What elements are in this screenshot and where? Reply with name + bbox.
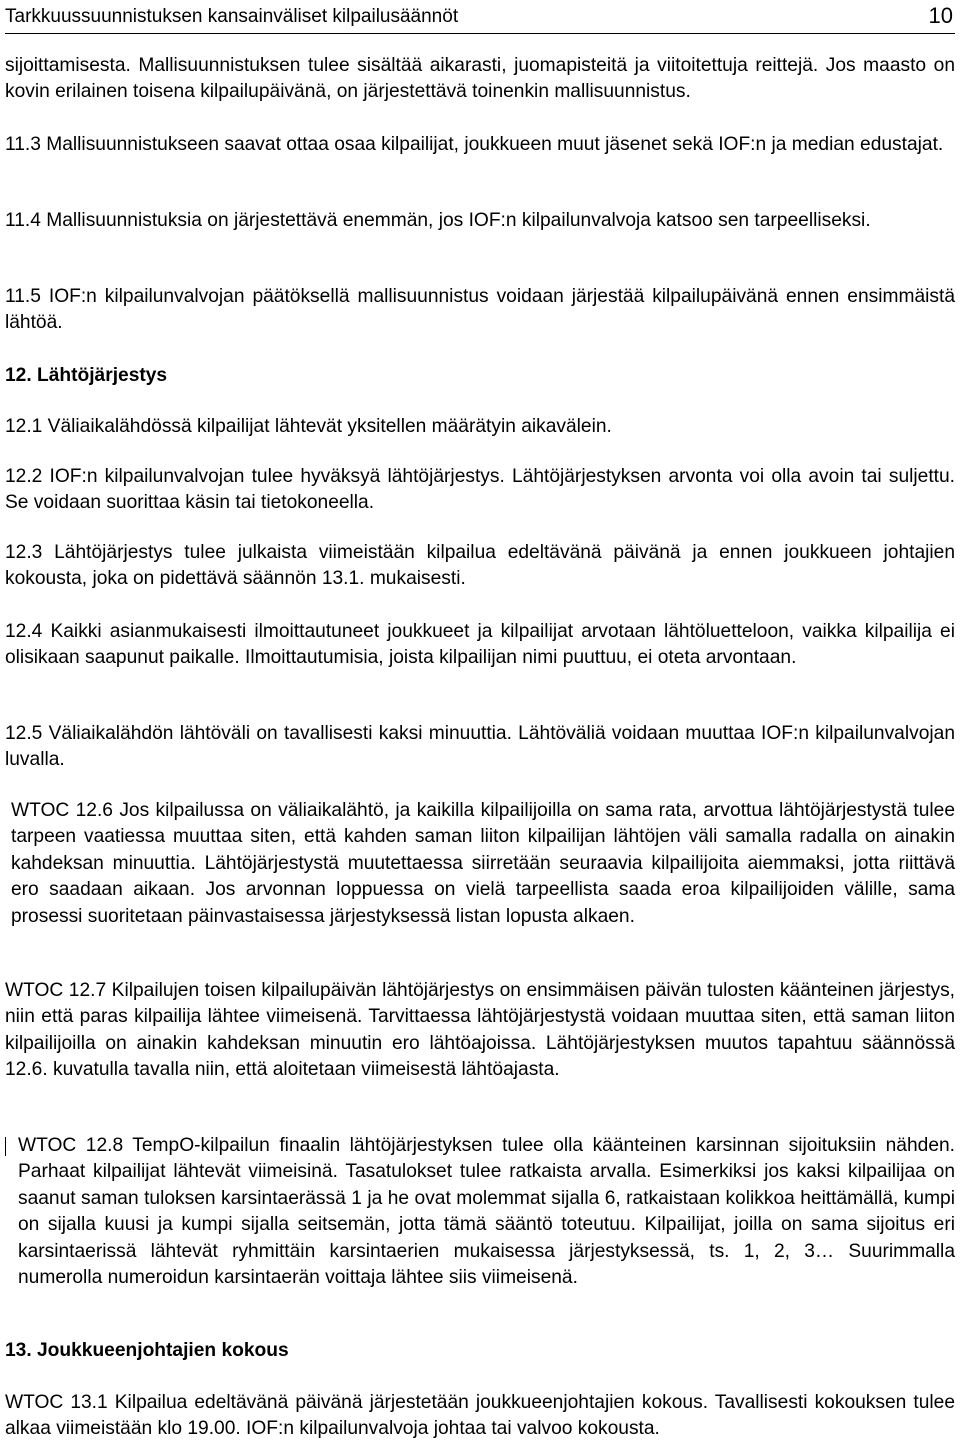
- section-heading-13: 13. Joukkueenjohtajien kokous: [5, 1340, 289, 1361]
- paragraph-12-7: WTOC 12.7 Kilpailujen toisen kilpailupäivän lähtöjärjestys on ensimmäisen päivän tulosten käänteinen järjestys, niin että paras kilpailija lähtee viimeisenä. Tarvittaessa lähtöjärjestystä voidaan muuttaa siten, että saman liiton kilpailijoilla on ainakin kahdeksan minuutin ero lähtöajoissa. Lähtöjärjestyksen muutos tapahtuu säännössä 12.6. kuvatulla tavalla niin, että aloitetaan viimeisestä lähtöajasta.: [5, 980, 955, 1081]
- page-header: [5, 0, 955, 34]
- paragraph-11-2-continued: sijoittamisesta. Mallisuunnistuksen tulee sisältää aikarasti, juomapisteitä ja viitoitettuja reittejä. Jos maasto on kovin erilainen toisena kilpailupäivänä, on järjestettävä toinenkin mallisuunnistus.: [5, 55, 955, 103]
- paragraph-11-3: 11.3 Mallisuunnistukseen saavat ottaa osaa kilpailijat, joukkueen muut jäsenet sekä IOF:n ja median edustajat.: [5, 134, 944, 155]
- paragraph-12-2: 12.2 IOF:n kilpailunvalvojan tulee hyväksyä lähtöjärjestys. Lähtöjärjestyksen arvonta voi olla avoin tai suljettu. Se voidaan suorittaa käsin tai tietokoneella.: [5, 466, 955, 514]
- paragraph-11-5: 11.5 IOF:n kilpailunvalvojan päätöksellä mallisuunnistus voidaan järjestää kilpailupäivänä ennen ensimmäistä lähtöä.: [5, 286, 955, 334]
- paragraph-12-1: 12.1 Väliaikalähdössä kilpailijat lähtevät yksitellen määrätyin aikavälein.: [5, 416, 612, 437]
- page-number: 10: [928, 3, 953, 28]
- revision-change-bar: [5, 1137, 6, 1156]
- paragraph-12-8: WTOC 12.8 TempO-kilpailun finaalin lähtöjärjestyksen tulee olla käänteinen karsinnan sijoituksiin nähden. Parhaat kilpailijat lähtevät viimeisinä. Tasatulokset tulee ratkaista arvalla. Esimerkiksi jos kaksi kilpailijaa on saanut saman tuloksen karsintaerässä 1 ja he ovat molemmat sijalla 6, ratkaistaan kolikkoa heittämällä, kumpi on sijalla kuusi ja kumpi sijalla seitsemän, jotta tämä sääntö toteutuu. Kilpailijat, joilla on sama sijoitus eri karsintaerissä lähtevät ryhmittäin karsintaerien mukaisessa järjestyksessä, ts. 1, 2, 3… Suurimmalla numerolla numeroidun karsintaerän voittaja lähtee siis viimeisenä.: [18, 1135, 955, 1289]
- paragraph-11-4: 11.4 Mallisuunnistuksia on järjestettävä enemmän, jos IOF:n kilpailunvalvoja katsoo sen tarpeelliseksi.: [5, 210, 871, 231]
- paragraph-12-5: 12.5 Väliaikalähdön lähtöväli on tavallisesti kaksi minuuttia. Lähtöväliä voidaan muuttaa IOF:n kilpailunvalvojan luvalla.: [5, 723, 955, 771]
- paragraph-12-6: WTOC 12.6 Jos kilpailussa on väliaikalähtö, ja kaikilla kilpailijoilla on sama rata, arvottua lähtöjärjestystä tulee tarpeen vaatiessa muuttaa siten, että kahden saman liiton kilpailijan lähtöjen väli samalla radalla on ainakin kahdeksan minuuttia. Lähtöjärjestystä muutettaessa siirretään seuraavia kilpailijoita aiemmaksi, jotta riittävä ero saadaan aikaan. Jos arvonnan loppuessa on vielä tarpeellista saada eroa kilpailijoiden välille, sama prosessi suoritetaan päinvastaisessa järjestyksessä listan lopusta alkaen.: [11, 800, 955, 927]
- document-title: Tarkkuussuunnistuksen kansainväliset kilpailusäännöt: [5, 6, 459, 27]
- section-heading-12: 12. Lähtöjärjestys: [5, 365, 168, 386]
- paragraph-12-3: 12.3 Lähtöjärjestys tulee julkaista viimeistään kilpailua edeltävänä päivänä ja ennen joukkueen johtajien kokousta, joka on pidettävä säännön 13.1. mukaisesti.: [5, 542, 955, 590]
- paragraph-13-1: WTOC 13.1 Kilpailua edeltävänä päivänä järjestetään joukkueenjohtajien kokous. Tavallisesti kokouksen tulee alkaa viimeistään klo 19.00. IOF:n kilpailunvalvoja johtaa tai valvoo kokousta.: [5, 1392, 955, 1440]
- paragraph-12-4: 12.4 Kaikki asianmukaisesti ilmoittautuneet joukkueet ja kilpailijat arvotaan lähtöluetteloon, vaikka kilpailija ei olisikaan saapunut paikalle. Ilmoittautumisia, joista kilpailijan nimi puuttuu, ei oteta arvontaan.: [5, 621, 955, 669]
